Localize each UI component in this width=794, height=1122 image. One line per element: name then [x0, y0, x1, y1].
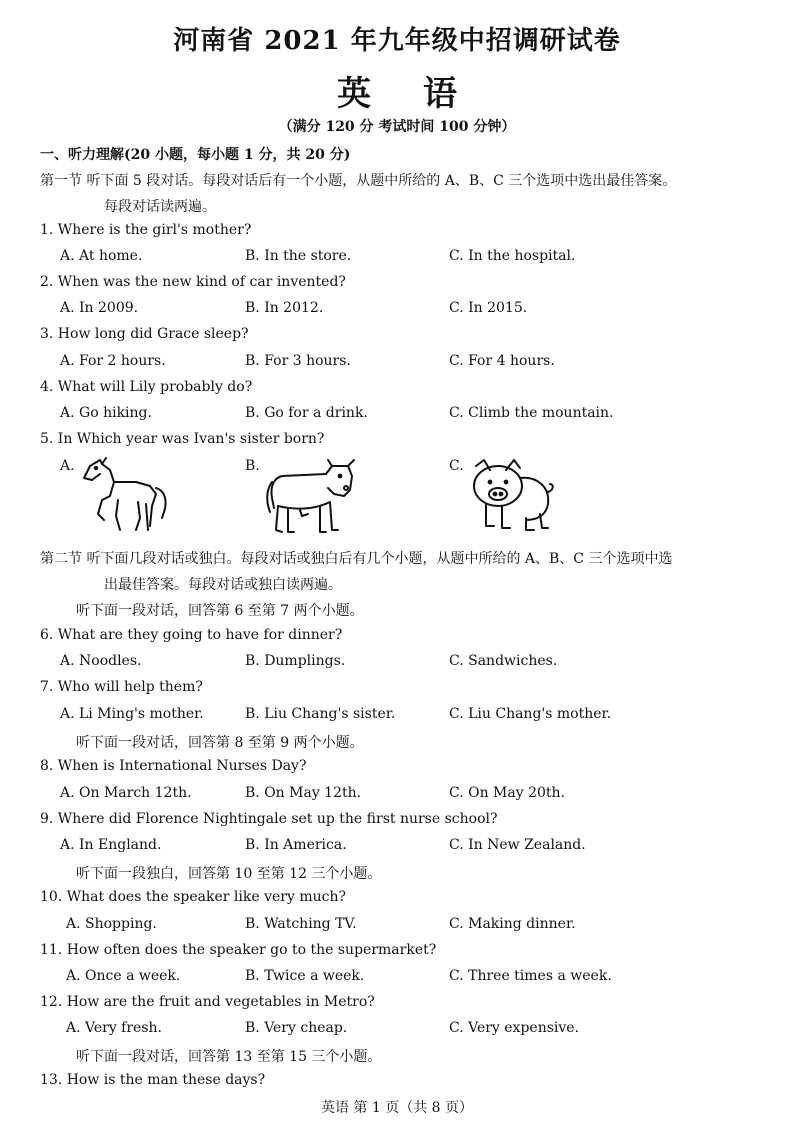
instruction-q6-7: 听下面一段对话，回答第 6 至第 7 两个小题。: [76, 603, 364, 619]
option-b: B. Go for a drink.: [245, 405, 368, 421]
instruction-q10-12: 听下面一段独白，回答第 10 至第 12 三个小题。: [76, 866, 382, 882]
question-5: 5. In Which year was Ivan's sister born?: [40, 431, 325, 447]
options-2: [60, 300, 780, 320]
instruction-q13-15: 听下面一段对话，回答第 13 至第 15 三个小题。: [76, 1049, 382, 1065]
option-a: A. At home.: [60, 248, 143, 264]
options-4: [60, 405, 780, 425]
horse-icon: [76, 456, 172, 536]
cow-icon: [264, 456, 360, 540]
option-b: B. Liu Chang's sister.: [245, 706, 396, 722]
option-c: C. Very expensive.: [449, 1020, 580, 1036]
option-c: C. In 2015.: [449, 300, 528, 316]
options-12: [66, 1020, 786, 1040]
option-c-label: C.: [449, 458, 464, 474]
options-3: [60, 353, 780, 373]
question-7: 7. Who will help them?: [40, 679, 203, 695]
question-13: 13. How is the man these days?: [40, 1072, 266, 1088]
instruction-q8-9: 听下面一段对话，回答第 8 至第 9 两个小题。: [76, 735, 364, 751]
option-b: B. Dumplings.: [245, 653, 346, 669]
question-2: 2. When was the new kind of car invented?: [40, 274, 346, 290]
option-c: C. In New Zealand.: [449, 837, 586, 853]
option-b: B. In 2012.: [245, 300, 324, 316]
question-9: 9. Where did Florence Nightingale set up the first nurse school?: [40, 811, 498, 827]
page-footer: 英语 第 1 页（共 8 页）: [320, 1100, 474, 1116]
option-c: C. On May 20th.: [449, 785, 566, 801]
option-b-label: B.: [245, 458, 260, 474]
section2-instruction: 第二节 听下面几段对话或独白。每段对话或独白后有几个小题，从题中所给的 A、B、C 三个选项中选: [40, 551, 673, 567]
option-a-label: A.: [60, 458, 75, 474]
option-c: C. Climb the mountain.: [449, 405, 614, 421]
exam-info: （满分 120 分 考试时间 100 分钟）: [278, 119, 516, 135]
option-a: A. On March 12th.: [60, 785, 192, 801]
question-3: 3. How long did Grace sleep?: [40, 326, 249, 342]
question-10: 10. What does the speaker like very much?: [40, 889, 346, 905]
option-a: A. Li Ming's mother.: [60, 706, 204, 722]
option-b: B. Watching TV.: [245, 916, 357, 932]
section1-instruction-cont: 每段对话读两遍。: [104, 199, 216, 215]
option-a: A. Very fresh.: [66, 1020, 162, 1036]
options-11: [66, 968, 786, 988]
option-a: A. In 2009.: [60, 300, 139, 316]
option-c: C. In the hospital.: [449, 248, 576, 264]
option-a: A. Go hiking.: [60, 405, 152, 421]
section1-instruction: 第一节 听下面 5 段对话。每段对话后有一个小题，从题中所给的 A、B、C 三个选项中选出最佳答案。: [40, 173, 677, 189]
question-11: 11. How often does the speaker go to the supermarket?: [40, 942, 437, 958]
options-1: [60, 248, 780, 268]
section2-instruction-cont: 出最佳答案。每段对话或独白读两遍。: [104, 577, 342, 593]
option-a: A. Noodles.: [60, 653, 142, 669]
option-c: C. Liu Chang's mother.: [449, 706, 612, 722]
option-a: A. In England.: [60, 837, 162, 853]
option-c: C. Sandwiches.: [449, 653, 558, 669]
question-4: 4. What will Lily probably do?: [40, 379, 253, 395]
options-7: [60, 706, 780, 726]
option-a: A. Shopping.: [66, 916, 157, 932]
option-c: C. Making dinner.: [449, 916, 576, 932]
question-6: 6. What are they going to have for dinner?: [40, 627, 343, 643]
option-b: B. Twice a week.: [245, 968, 365, 984]
subject-title: 英语: [337, 74, 509, 114]
option-b: B. Very cheap.: [245, 1020, 348, 1036]
option-b: B. For 3 hours.: [245, 353, 351, 369]
options-10: [66, 916, 786, 936]
options-6: [60, 653, 780, 673]
option-a: A. For 2 hours.: [60, 353, 166, 369]
option-b: B. In the store.: [245, 248, 352, 264]
pig-icon: [466, 456, 556, 536]
option-b: B. In America.: [245, 837, 347, 853]
question-12: 12. How are the fruit and vegetables in Metro?: [40, 994, 375, 1010]
option-b: B. On May 12th.: [245, 785, 362, 801]
options-8: [60, 785, 780, 805]
option-a: A. Once a week.: [66, 968, 181, 984]
option-c: C. Three times a week.: [449, 968, 612, 984]
exam-title: 河南省 2021 年九年级中招调研试卷: [173, 26, 621, 56]
options-9: [60, 837, 780, 857]
question-8: 8. When is International Nurses Day?: [40, 758, 307, 774]
part1-heading: 一、听力理解(20 小题，每小题 1 分，共 20 分): [40, 147, 351, 163]
option-c: C. For 4 hours.: [449, 353, 555, 369]
question-1: 1. Where is the girl's mother?: [40, 222, 252, 238]
